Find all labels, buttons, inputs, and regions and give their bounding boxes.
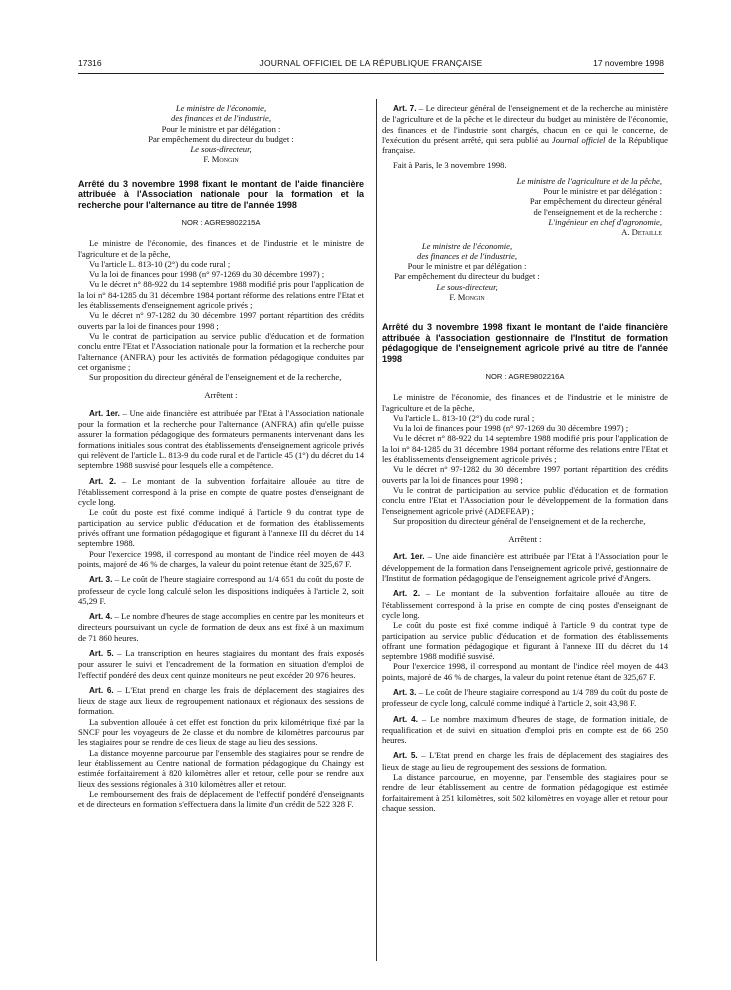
article-text: de la République française. — [382, 134, 668, 156]
visa: Vu le décret n° 97-1282 du 30 décembre 1997 portant répartition des crédits ouverts par la loi de finances pour 1998 ; — [382, 464, 668, 485]
article-paragraph: Le remboursement des frais de déplacement de l'effectif pondéré d'enseignants et de directeurs en formation s'effectuera dans la limite d'un crédit de 522 328 F. — [78, 788, 364, 810]
proposal: Sur proposition du directeur général de l'enseignement et de la recherche, — [393, 515, 646, 526]
signature-block — [382, 241, 552, 303]
visa: Vu le contrat de participation au service public d'éducation et de formation conclu entre l'Etat et l'Association pour le développement de la formation dans l'enseignement agricole privé (ADEFEAP) ; — [382, 484, 668, 516]
article-label: Art. 4. — [393, 714, 418, 724]
signature-line: Le ministre de l'agriculture et de la pêche, — [516, 175, 662, 186]
article-text: – Une aide financière est attribuée par l'Etat à l'Association pour le développement de la formation dans l'enseignement agricole privé, gestionnaire de l'Institut de formation pédagogique de l'enseignement agricole privé d'Angers. — [382, 551, 668, 584]
visa: Vu la loi de finances pour 1998 (n° 97-1269 du 30 décembre 1997) ; — [89, 269, 325, 280]
article-5 — [78, 648, 364, 680]
signature-line: Pour le ministre et par délégation : — [407, 261, 527, 272]
signatory-name: F. Mongin — [449, 292, 485, 303]
signature-block — [382, 176, 668, 238]
signature-line: des finances et de l'industrie, — [171, 113, 271, 124]
visa: Vu le contrat de participation au service public d'éducation et de formation conclu entre l'Etat et l'Association nationale pour la formation et la recherche pour l'alternance (ANFRA) pour les activités de formation pédagogique conduites par cet organisme ; — [78, 330, 364, 372]
signature-line: Par empêchement du directeur du budget : — [148, 133, 294, 144]
article-paragraph: La distance moyenne parcourue par l'ensemble des stagiaires pour se rendre de leur établissement au Centre national de formation pédagogique du Chaingy est estimée forfaitairement à 820 kilomètres aller et retour, celle pour se rendre aux lieux des sessions régionales à 310 kilomètres aller et retour. — [78, 747, 364, 789]
signature-block — [78, 103, 364, 165]
visa: Vu l'article L. 813-10 (2°) du code rural ; — [393, 412, 535, 423]
article-label: Art. 3. — [89, 575, 113, 585]
article-7 — [382, 103, 668, 155]
article-text: – L'Etat prend en charge les frais de déplacement des stagiaires des lieux de stage aux lieux de regroupement nationaux et régionaux des sessions de formation. — [78, 684, 364, 717]
article-paragraph: La subvention allouée à cet effet est fonction du prix kilométrique fixé par la SNCF pour les voyageurs de 2e classe et du nombre de kilomètres parcourus par les stagiaires pour se rendre de ces lieux de stage au lieu des sessions. — [78, 716, 364, 748]
article-2 — [78, 476, 364, 508]
article-4 — [382, 714, 668, 746]
signatory-name: F. Mongin — [203, 154, 239, 165]
signature-line: Le sous-directeur, — [190, 144, 252, 155]
signatory-name: A. Detaille — [621, 227, 662, 238]
journal-reference: Journal officiel — [551, 134, 606, 145]
article-text: – Le nombre d'heures de stage accomplies en centre par les moniteurs et directeurs poursuivant un cycle de formation de deux ans est fixé à un maximum de 71 860 heures. — [78, 611, 364, 643]
article-6 — [78, 685, 364, 717]
article-text: – Le coût de l'heure stagiaire correspond au 1/4 789 du coût du poste de professeur de cycle long, calculé comme indiqué à l'article 2, soit 43,98 F. — [382, 686, 668, 709]
signature-line: Le ministre de l'économie, — [421, 240, 513, 251]
article-label: Art. 2. — [393, 589, 420, 599]
arretent-heading: Arrêtent : — [204, 390, 238, 401]
nor-reference: NOR : AGRE9802215A — [181, 218, 261, 227]
article-label: Art. 5. — [393, 751, 418, 761]
page-number: 17316 — [78, 58, 102, 68]
article-label: Art. 3. — [393, 687, 417, 697]
column-divider — [376, 99, 377, 961]
header-rule — [78, 73, 664, 74]
article-text: – Le montant de la subvention forfaitaire allouée au titre de l'établissement correspond à la prise en compte de cinq postes d'enseignant de cycle long. — [382, 588, 668, 620]
article-text: – La transcription en heures stagiaires du montant des frais exposés pour assurer le suivi et l'encadrement de la formation en situation d'emploi de l'effectif pondéré des deux cent quinze moniteurs ne peut excéder 20 976 heures. — [78, 647, 364, 680]
signature-line: de l'enseignement et de la recherche : — [533, 206, 662, 217]
article-1 — [78, 408, 364, 471]
visa: Vu la loi de finances pour 1998 (n° 97-1269 du 30 décembre 1997) ; — [393, 423, 629, 434]
article-4 — [78, 611, 364, 643]
visa: Vu le décret n° 88-922 du 14 septembre 1988 modifié pris pour l'application de la loi n° 84-1285 du 31 décembre 1984 portant réforme des relations entre l'Etat et les établissements d'enseignement agricole privés ; — [382, 433, 668, 465]
signature-line: des finances et de l'industrie, — [417, 250, 517, 261]
article-3 — [382, 687, 668, 709]
decree-title: Arrêté du 3 novembre 1998 fixant le montant de l'aide financière attribuée à l'Association nationale pour la formation et la recherche pour l'alternance au titre de l'année 1998 — [78, 178, 364, 210]
signature-line: Par empêchement du directeur général — [529, 196, 662, 207]
arretent-heading: Arrêtent : — [508, 534, 542, 545]
article-label: Art. 5. — [89, 648, 114, 658]
article-text: – Le nombre maximum d'heures de stage, de formation initiale, de requalification et de suivi en situation d'emploi pris en compte est de 66 250 heures. — [382, 713, 668, 746]
signature-line: Le ministre de l'économie, — [175, 103, 267, 113]
article-paragraph: Pour l'exercice 1998, il correspond au montant de l'indice réel moyen de 443 points, majoré de 46 % de charges, la valeur du point retenue étant de 325,67 F. — [382, 661, 668, 682]
issue-date: 17 novembre 1998 — [593, 58, 664, 68]
article-label: Art. 7. — [393, 104, 417, 113]
article-label: Art. 1er. — [89, 408, 120, 418]
article-text: – Le coût de l'heure stagiaire correspond au 1/4 651 du coût du poste de professeur de cycle long calculé selon les dispositions indiquées à l'article 2, soit 45,29 F. — [78, 574, 364, 606]
signature-line: L'ingénieur en chef d'agronomie, — [548, 216, 662, 227]
article-paragraph: Le coût du poste est fixé comme indiqué à l'article 9 du contrat type de participation au service public d'éducation et de formation des établissements offrant une formation pédagogique et figurant à l'annexe III du décret du 14 septembre 1988 modifié susvisé. — [382, 620, 668, 662]
article-paragraph: La distance parcourue, en moyenne, par l'ensemble des stagiaires pour se rendre de leur établissement au centre de formation pédagogique est estimée forfaitairement à 251 kilomètres, soit 502 kilomètres en voyage aller et retour pour chaque session. — [382, 772, 668, 813]
signature-line: Par empêchement du directeur du budget : — [394, 271, 540, 282]
right-column — [382, 103, 668, 813]
article-paragraph: Pour l'exercice 1998, il correspond au montant de l'indice réel moyen de 443 points, majoré de 46 % de charges, la valeur du point retenue étant de 325,67 F. — [78, 548, 364, 569]
signature-line: Pour le ministre et par délégation : — [543, 186, 662, 197]
visa: Vu le décret n° 88-922 du 14 septembre 1988 modifié pris pour l'application de la loi n° 84-1285 du 31 décembre 1984 portant réforme des relations entre l'Etat et les établissements d'enseignement agricole privés ; — [78, 279, 364, 311]
decree-title: Arrêté du 3 novembre 1998 fixant le montant de l'aide financière attribuée à l'association gestionnaire de l'Institut de formation pédagogique de l'enseignement agricole privé au titre de l'année 1998 — [382, 322, 668, 364]
article-text: – Une aide financière est attribuée par l'Etat à l'Association nationale pour la formation et la recherche pour l'alternance (ANFRA) afin qu'elle puisse assurer la formation pédagogique des formateurs permanents intervenant dans les formations initiales sous contrat des établissements d'enseignement agricole privés qui relèvent de l'article L. 813-9 du code rural et de l'article 45 (1°) du décret du 14 septembre 1988 susvisé pour lesquels elle a compétence. — [78, 407, 364, 471]
article-1 — [382, 551, 668, 583]
article-text: – Le directeur général de l'enseignement et de la recherche au ministère de l'agriculture et de la pêche et le directeur du budget au ministère de l'économie, des finances et de l'industrie sont chargés, chacun en ce qui le concerne, de l'exécution du présent arrêté, qui sera publié au — [382, 103, 668, 145]
article-5 — [382, 750, 668, 772]
article-text: – L'Etat prend en charge les frais de déplacement des stagiaires des lieux de stage au lieu de regroupement des sessions de formation. — [382, 750, 668, 772]
visa: Vu l'article L. 813-10 (2°) du code rural ; — [89, 258, 231, 269]
article-text: – Le montant de la subvention forfaitaire allouée au titre de l'établissement correspond à la prise en compte de quatre postes d'enseignant de cycle long. — [78, 475, 364, 508]
article-label: Art. 1er. — [393, 552, 425, 562]
proposal: Sur proposition du directeur général de l'enseignement et de la recherche, — [89, 372, 342, 383]
signature-line: Pour le ministre et par délégation : — [161, 123, 281, 134]
article-label: Art. 6. — [89, 685, 114, 695]
article-label: Art. 4. — [89, 612, 113, 622]
journal-title: JOURNAL OFFICIEL DE LA RÉPUBLIQUE FRANÇAISE — [259, 58, 483, 68]
preamble: Le ministre de l'économie, des finances et de l'industrie et le ministre de l'agriculture et de la pêche, — [382, 392, 668, 413]
article-3 — [78, 574, 364, 606]
left-column — [78, 103, 364, 809]
preamble: Le ministre de l'économie, des finances et de l'industrie et le ministre de l'agriculture et de la pêche, — [78, 238, 364, 259]
nor-reference: NOR : AGRE9802216A — [485, 371, 565, 381]
visa: Vu le décret n° 97-1282 du 30 décembre 1997 portant répartition des crédits ouverts par la loi de finances pour 1998 ; — [78, 310, 364, 331]
done-at: Fait à Paris, le 3 novembre 1998. — [393, 160, 507, 171]
signature-line: Le sous-directeur, — [436, 281, 498, 292]
article-2 — [382, 588, 668, 620]
article-paragraph: Le coût du poste est fixé comme indiqué à l'article 9 du contrat type de participation au service public d'éducation et de formation des établissements privés offrant une formation pédagogique et figurant à l'annexe III du décret du 14 septembre 1988. — [78, 507, 364, 549]
article-label: Art. 2. — [89, 476, 116, 486]
page-header — [78, 58, 664, 72]
